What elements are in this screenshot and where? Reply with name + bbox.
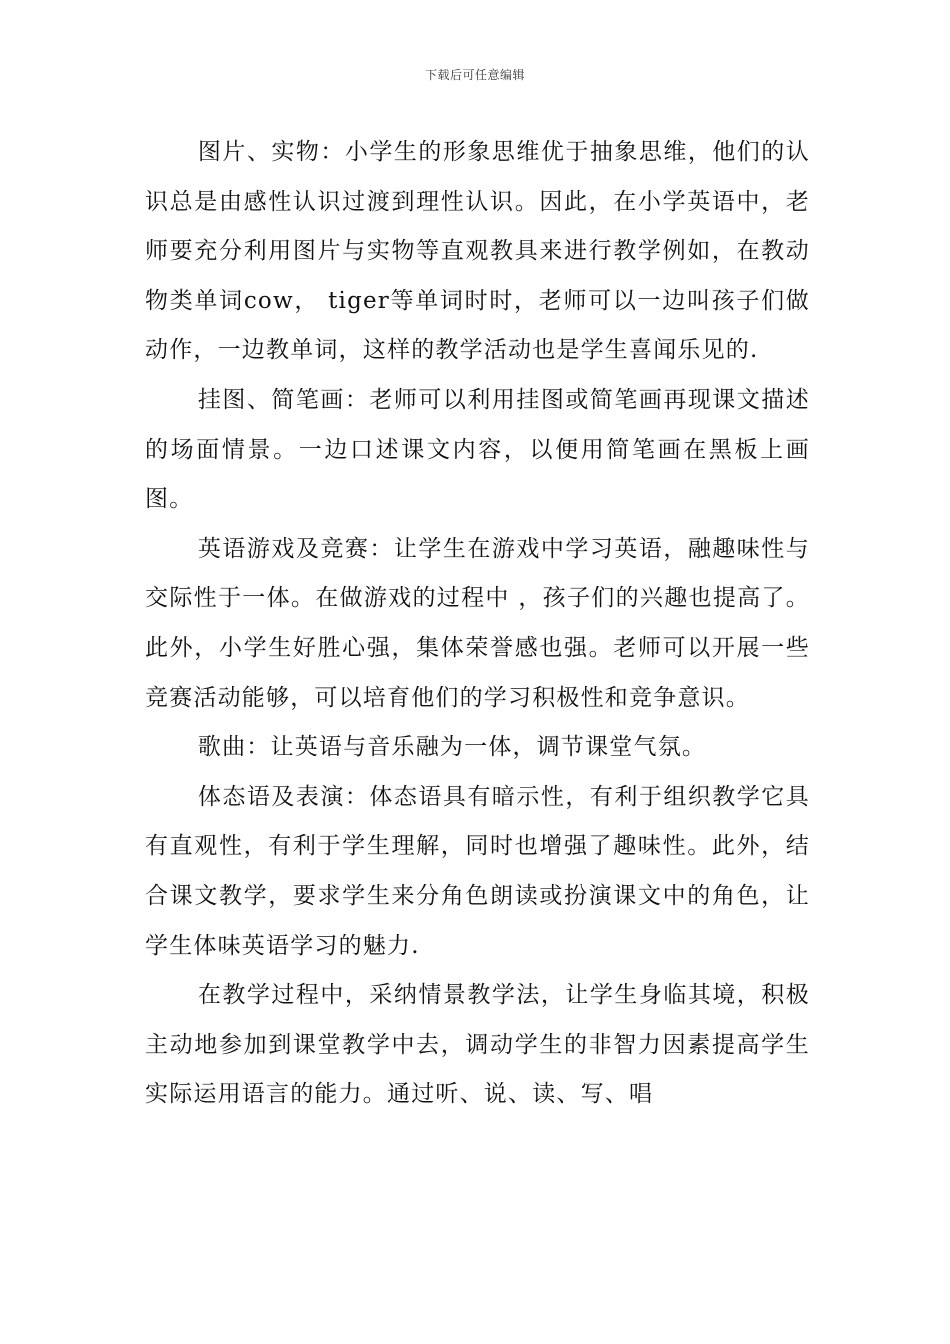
document-body bbox=[145, 128, 810, 1120]
paragraph-songs: 歌曲：让英语与音乐融为一体，调节课堂气氛。 bbox=[197, 734, 707, 761]
header-note: 下载后可任意编辑 bbox=[424, 68, 525, 82]
paragraph-situational-teaching: 在教学过程中，采纳情景教学法，让学生身临其境，积极主动地参加到课堂教学中去，调动学生的非智力因素提高学生实际运用语言的能力。通过听、说、读、写、唱 bbox=[145, 982, 810, 1108]
paragraph-wall-charts-sketches: 挂图、简笔画：老师可以利用挂图或简笔画再现课文描述的场面情景。一边口述课文内容，以便用简笔画在黑板上画图。 bbox=[145, 386, 810, 513]
paragraph-pictures-objects: 图片、实物：小学生的形象思维优于抽象思维，他们的认识总是由感性认识过渡到理性认识。因此，在小学英语中，老师要充分利用图片与实物等直观教具来进行教学例如，在教动物类单词cow， tiger等单词时时，老师可以一边叫孩子们做动作，一边教单词，这样的教学活动也是学生喜闻乐见的. bbox=[145, 139, 810, 364]
paragraph-body-language-performance: 体态语及表演：体态语具有暗示性，有利于组织教学它具有直观性，有利于学生理解，同时也增强了趣味性。此外，结合课文教学，要求学生来分角色朗读或扮演课文中的角色，让学生体味英语学习的魅力. bbox=[145, 783, 810, 959]
paragraph-games-competitions: 英语游戏及竞赛：让学生在游戏中学习英语，融趣味性与交际性于一体。在做游戏的过程中 ，孩子们的兴趣也提高了。此外，小学生好胜心强，集体荣誉感也强。老师可以开展一些竞赛活动能够，可以培育他们的学习积极性和竞争意识。 bbox=[145, 535, 810, 711]
